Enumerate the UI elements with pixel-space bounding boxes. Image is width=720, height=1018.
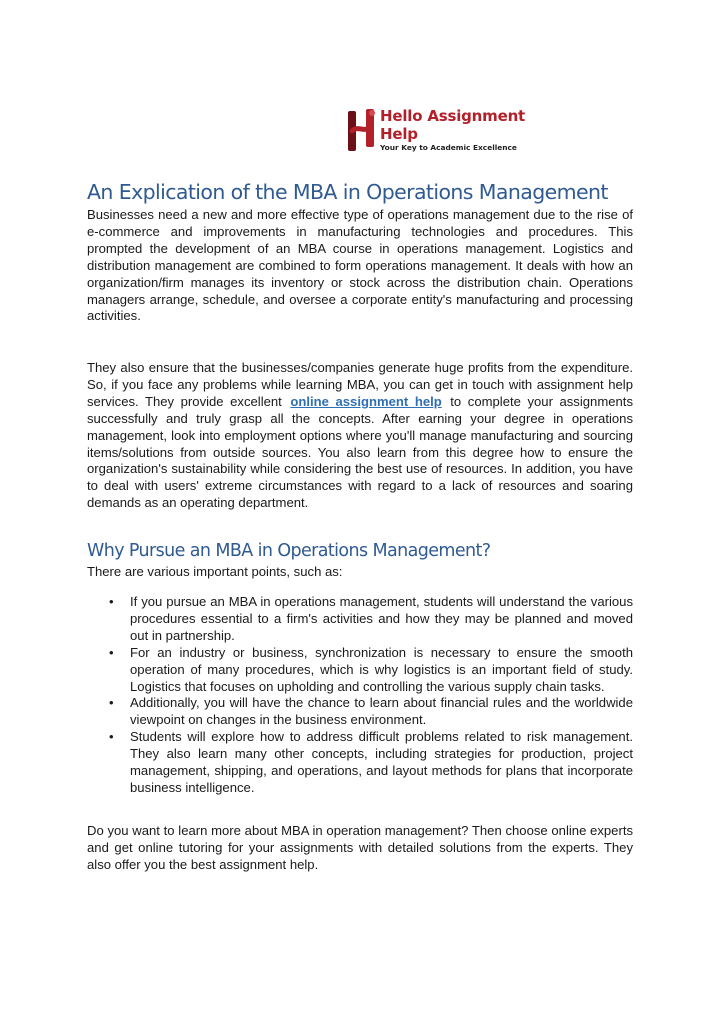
list-item: • For an industry or business, synchronization is necessary to ensure the smooth operation of many procedures, which is why logistics is an important field of study. Logistics that focuses on upholding and controlling the various supply chain tasks. — [87, 645, 633, 696]
logo-h-mark-icon — [346, 107, 378, 153]
logo-tagline: Your Key to Academic Excellence — [380, 143, 517, 152]
list-item: • Additionally, you will have the chance to learn about financial rules and the worldwide viewpoint on changes in the business environment. — [87, 695, 633, 729]
list-item: • Students will explore how to address difficult problems related to risk management. They also learn many other concepts, including strategies for production, project management, shipping, and operations, and layout methods for plans that incorporate business intelligence. — [87, 729, 633, 797]
paragraph-points-intro: There are various important points, such as: — [87, 564, 343, 579]
paragraph-closing: Do you want to learn more about MBA in operation management? Then choose online experts and get online tutoring for your assignments with detailed solutions from the experts. They also offer you the best assignment help. — [87, 823, 633, 872]
list-item: • If you pursue an MBA in operations management, students will understand the various procedures essential to a firm's activities and how they may be planned and moved out in partnership. — [87, 594, 633, 645]
logo-name: Hello Assignment Help — [380, 107, 526, 143]
brand-logo — [346, 104, 556, 156]
paragraph-intro: Businesses need a new and more effective type of operations management due to the rise of e-commerce and improvements in manufacturing technologies and procedures. This prompted the development of an MBA course in operations management. Logistics and distribution management are combined to form operations management. It deals with how an organization/firm manages its inventory or stock across the distribution chain. Operations managers arrange, schedule, and oversee a corporate entity's manufacturing and processing activities. — [87, 207, 633, 324]
bullet-list — [87, 594, 633, 797]
paragraph-services-text-before: They also ensure that the businesses/companies generate huge profits from the expenditure. So, if you face any problems while learning MBA, you can get in touch with assignment help services. They provide excellent — [87, 360, 633, 409]
paragraph-services-text-after: to complete your assignments successfully and truly grasp all the concepts. After earning your degree in operations management, look into employment options where you'll manage manufacturing and sourcing items/solutions from outside sources. You also learn from this degree how to ensure the organization's sustainability while considering the best use of resources. In addition, you have to deal with users' extreme circumstances with regard to a lack of resources and soaring demands as an operating department. — [87, 393, 633, 511]
online-assignment-help-link[interactable]: online assignment help — [290, 393, 442, 409]
section-heading-explication: An Explication of the MBA in Operations Management — [87, 180, 608, 204]
section-heading-why-pursue: Why Pursue an MBA in Operations Management? — [87, 541, 491, 561]
paragraph-services — [87, 360, 633, 512]
